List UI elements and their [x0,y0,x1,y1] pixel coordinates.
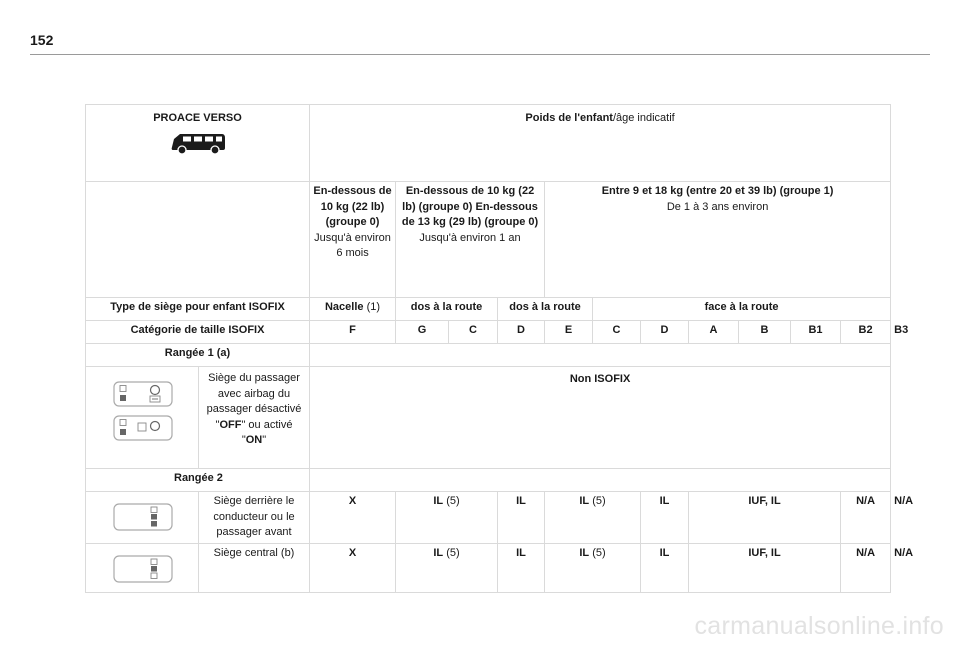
group-0-age: Jusqu'à environ 6 mois [314,231,391,259]
value-text: IL [433,546,444,559]
value-cell [396,543,498,592]
value-cell [396,492,498,544]
row-2-header [86,469,891,492]
vehicle-name: PROACE VERSO [153,112,242,124]
value-note: (5) [592,495,606,507]
nacelle-note: (1) [366,301,381,313]
value-text: X [348,495,357,507]
category-cell: B1 [791,321,841,344]
row-1-seat-diagram-cell [86,367,199,469]
value-cell [498,492,545,544]
value-note: (5) [446,495,460,507]
weight-header-rest: /âge indicatif [612,112,675,124]
group-2-weight: Entre 9 et 18 kg (entre 20 et 39 lb) (groupe 1) [601,185,834,197]
row-2-seat-diagram-cell [86,492,199,544]
value-cell [498,543,545,592]
size-category-row: Catégorie de taille ISOFIX F G C D E C D A B B1 B2 B3 [86,321,891,344]
value-text: N/A [894,495,914,507]
value-text: X [348,546,357,559]
category-cell: B [739,321,791,344]
isofix-table [85,104,914,593]
row-2-seat-center [86,543,891,592]
value-text: N/A [856,546,876,559]
header-row-vehicle [86,105,891,182]
value-cell [545,492,641,544]
value-text: IL [516,495,526,507]
seat-type-rear-1: dos à la route [396,298,498,321]
weight-header-bold: Poids de l'enfant [525,112,613,124]
value-text: IL [659,495,670,507]
value-cell [641,543,689,592]
value-cell [310,492,396,544]
value-cell [841,492,891,544]
van-icon [170,131,226,155]
value-text: IL [579,546,590,559]
category-cell: F [310,321,396,344]
value-text: IL [433,495,444,507]
seat-description-text: Siège du passager avec airbag du passager désactivé " [206,372,302,431]
airbag-off-text: OFF [219,418,242,431]
group-0-weight: En-dessous de 10 kg (22 lb) (groupe 0) [313,185,392,228]
row-1-passenger-seat [86,367,891,469]
value-text: N/A [894,546,914,559]
value-text: IL [659,546,670,559]
nacelle-label: Nacelle [324,301,364,313]
group-1-age: Jusqu'à environ 1 an [419,231,521,244]
row-1-label: Rangée 1 (a) [86,344,310,367]
size-category-label: Catégorie de taille ISOFIX [86,321,310,344]
row-2-label: Rangée 2 [86,469,310,492]
row-1-seat-description [199,367,310,469]
seat-type-front: face à la route [593,298,891,321]
rear-side-seat-icon [108,501,176,533]
group-1-weight: En-dessous de 10 kg (22 lb) (groupe 0) En-dessous de 13 kg (29 lb) (groupe 0) [401,185,539,228]
row-1-header [86,344,891,367]
category-cell: C [449,321,498,344]
row-2-seat-center-description: Siège central (b) [199,543,310,592]
row-2-center-diagram-cell [86,543,199,592]
front-passenger-seat-icon [108,413,176,443]
value-text: IL [579,495,590,507]
category-cell: A [689,321,739,344]
value-text: N/A [856,495,876,507]
value-cell [689,492,841,544]
seat-description-text: " [262,434,267,446]
value-cell [545,543,641,592]
row-2-seat-side [86,492,891,544]
value-note: (5) [446,546,460,559]
header-row-groups [86,182,891,298]
page-number: 152 [30,32,54,48]
group-1-cell [396,182,545,298]
weight-header-cell [310,105,891,182]
value-cell [641,492,689,544]
seat-type-row [86,298,891,321]
row-2-header-empty [310,469,891,492]
category-cell: E [545,321,593,344]
row-1-header-empty [310,344,891,367]
group-2-cell [545,182,891,298]
category-cell: C [593,321,641,344]
header-divider [30,54,930,55]
category-cell: G [396,321,449,344]
seat-type-label: Type de siège pour enfant ISOFIX [86,298,310,321]
row-1-value: Non ISOFIX [310,367,891,469]
vehicle-cell [86,105,310,182]
row-2-seat-side-description: Siège derrière le conducteur ou le passager avant [199,492,310,544]
category-cell: D [641,321,689,344]
group-2-age: De 1 à 3 ans environ [666,200,769,213]
value-cell [841,543,891,592]
seat-description-text: " ou activé " [241,418,293,446]
value-text: IUF, IL [748,546,781,559]
value-text: IUF, IL [748,495,781,507]
group-0-cell [310,182,396,298]
category-cell: B2 [841,321,891,344]
front-passenger-seat-icon [108,379,176,409]
watermark: carmanualsonline.info [694,612,944,640]
rear-center-seat-icon [108,553,176,585]
value-cell [689,543,841,592]
value-cell [310,543,396,592]
seat-type-rear-2: dos à la route [498,298,593,321]
category-cell: D [498,321,545,344]
groups-empty-cell [86,182,310,298]
seat-type-nacelle [310,298,396,321]
value-text: IL [516,546,526,559]
value-note: (5) [592,546,606,559]
airbag-on-text: ON [245,434,263,446]
